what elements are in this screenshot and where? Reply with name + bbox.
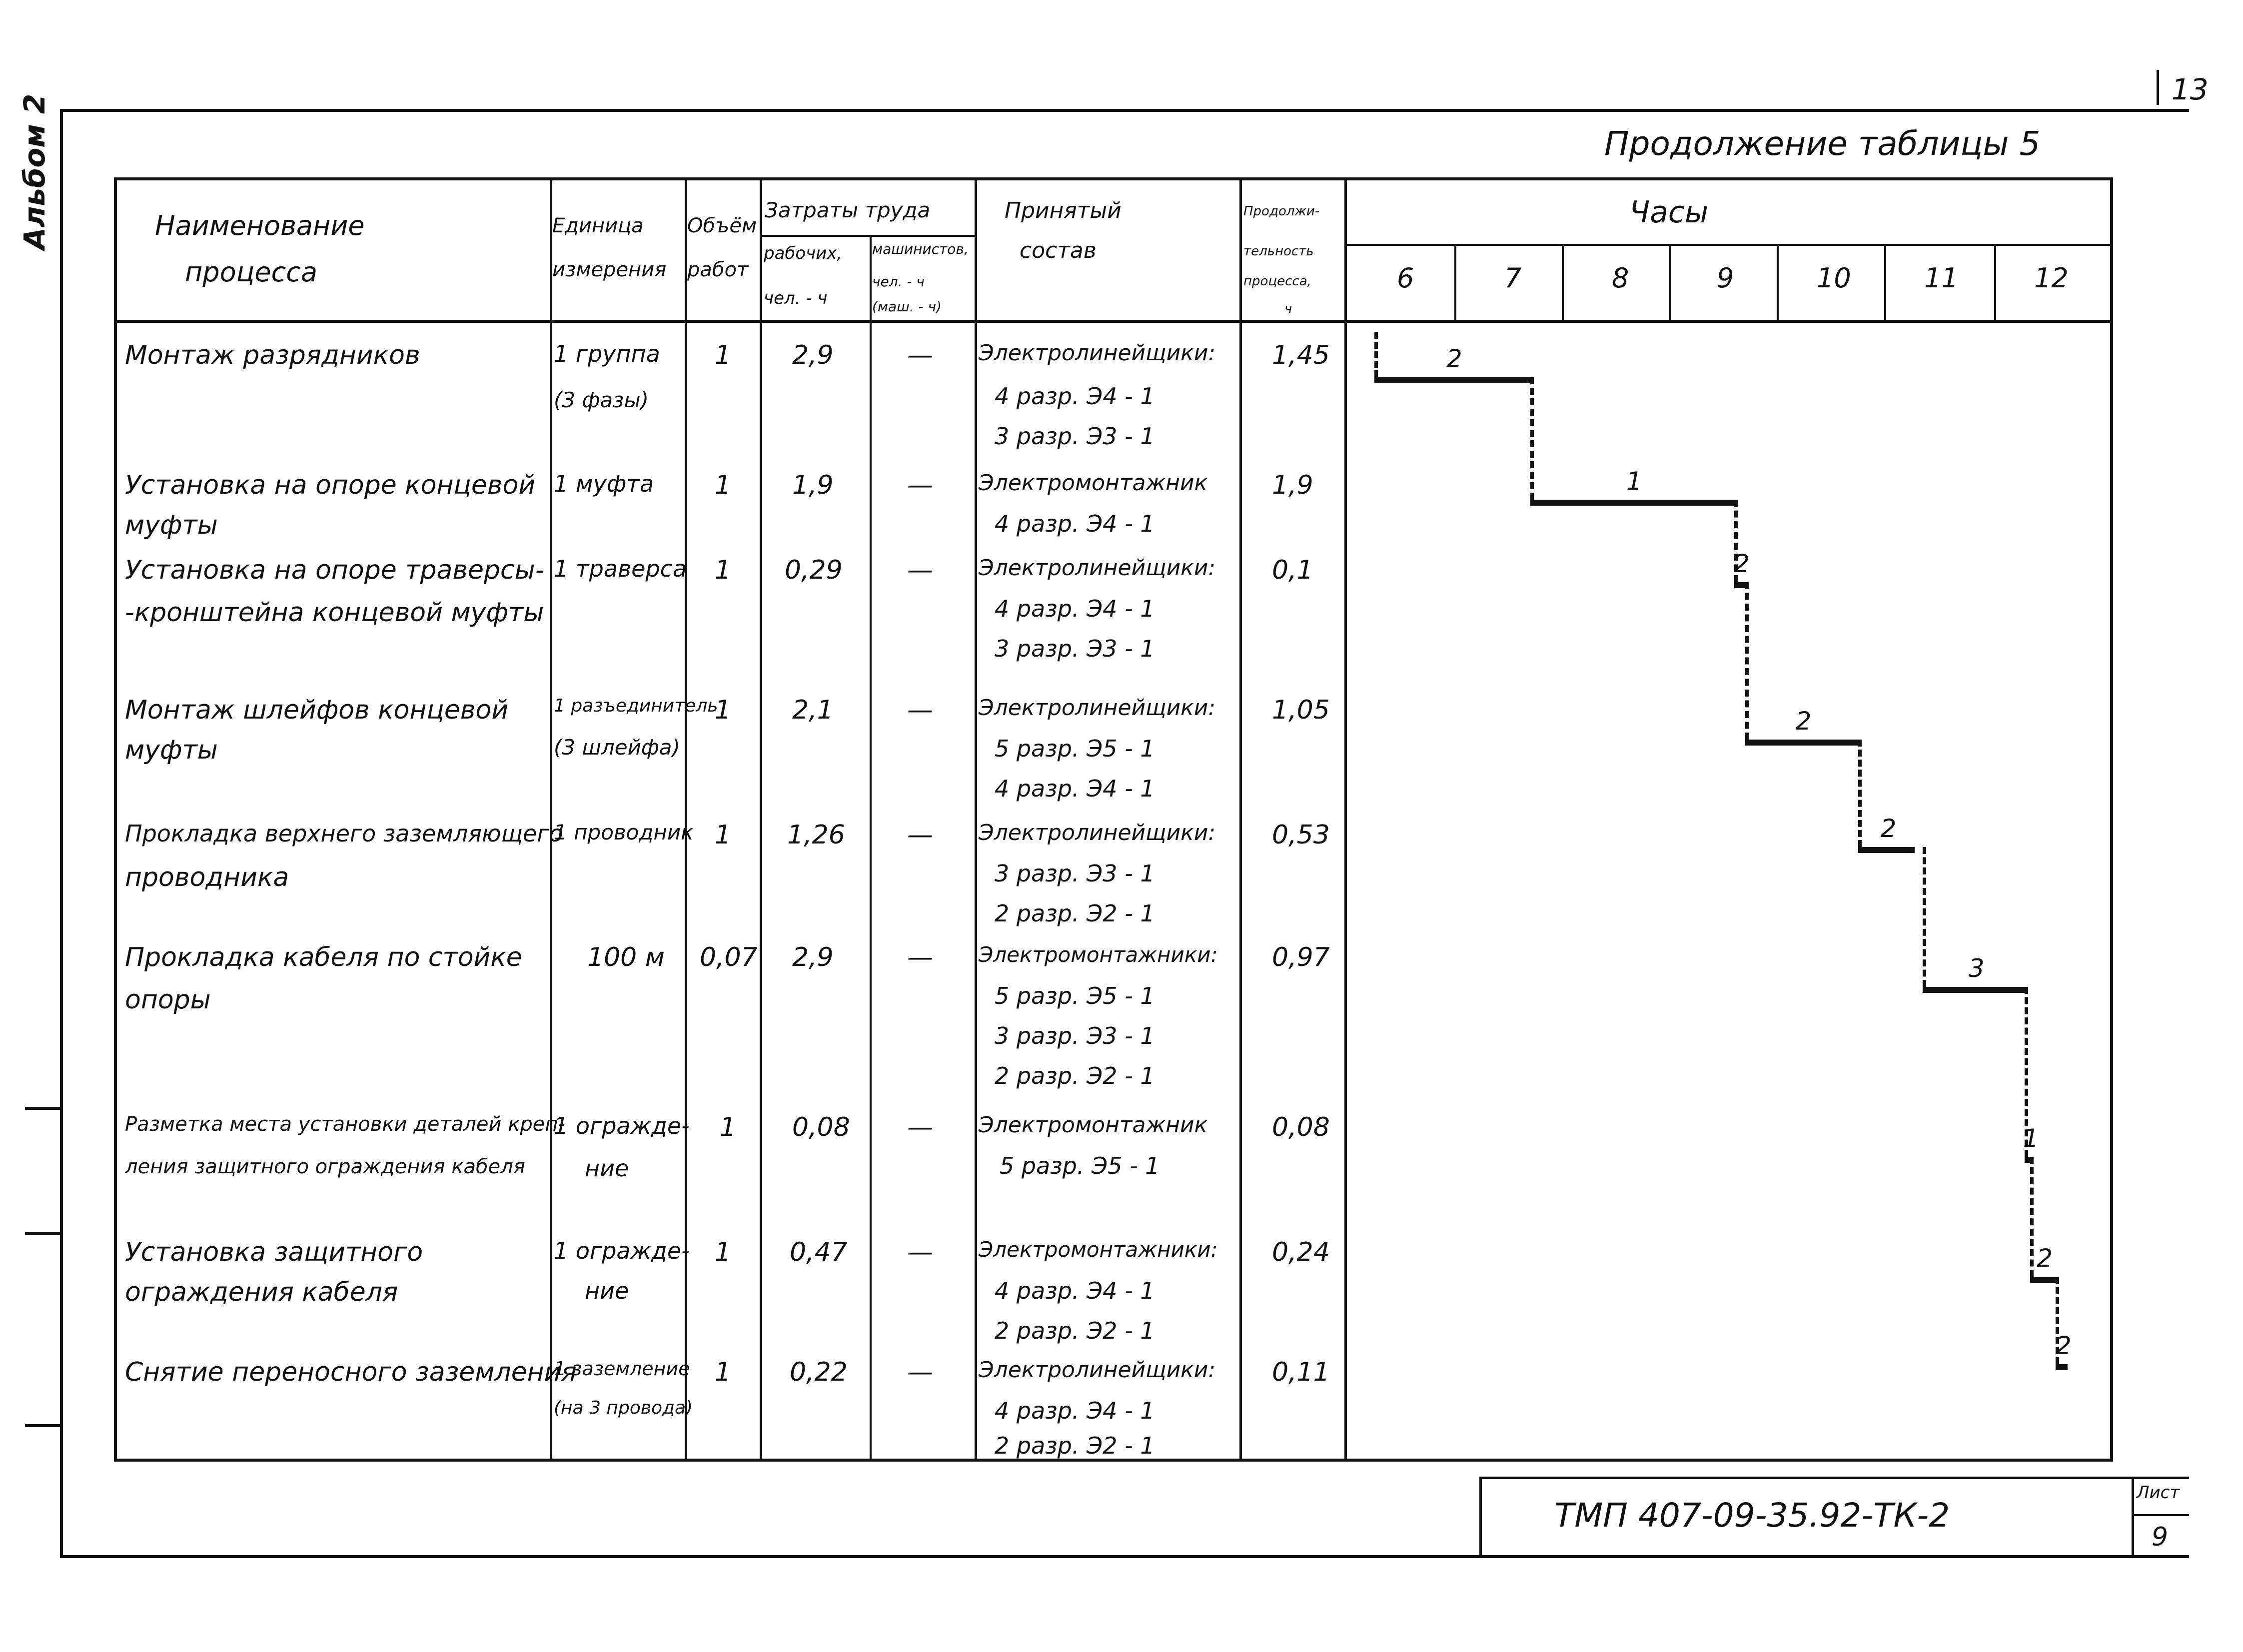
hour-sep	[1454, 245, 1456, 321]
header-crew: состав	[1020, 238, 1097, 263]
gantt-link	[2056, 1277, 2059, 1364]
row-name: Установка на опоре концевой	[125, 470, 536, 500]
sheet-box-divider	[2132, 1477, 2134, 1557]
header-hours-title: Часы	[1629, 195, 1709, 230]
row-name: Монтаж шлейфов концевой	[125, 695, 509, 725]
row-name: -кронштейна концевой муфты	[125, 598, 544, 628]
row-crew: 2 разр. Э2 - 1	[995, 1317, 1155, 1344]
row-name: проводника	[125, 862, 289, 892]
row-volume: 1	[715, 695, 732, 725]
col-sep	[760, 177, 762, 1462]
gantt-link	[1858, 740, 1862, 847]
header-rule	[114, 320, 2113, 323]
header-workers: рабочих,	[764, 243, 843, 263]
gantt-bar	[1923, 987, 2027, 993]
sheet-label: Лист	[2137, 1483, 2180, 1503]
col-sep	[550, 177, 552, 1462]
header-name: процесса	[185, 256, 318, 288]
row-duration: 0,53	[1272, 820, 1330, 850]
header-duration: тельность	[1243, 244, 1314, 259]
row-crew: 5 разр. Э5 - 1	[995, 735, 1155, 762]
header-crew: Принятый	[1005, 198, 1122, 223]
gantt-link	[1734, 500, 1738, 582]
hour-label: 6	[1397, 262, 1414, 294]
row-crew: 5 разр. Э5 - 1	[1000, 1152, 1160, 1179]
row-volume: 1	[715, 820, 732, 850]
page-number: 13	[2172, 72, 2209, 106]
gantt-bar	[2030, 1277, 2056, 1283]
row-name: ления защитного ограждения кабеля	[125, 1155, 525, 1178]
hour-label: 7	[1504, 262, 1522, 294]
row-machinists: —	[907, 1357, 933, 1387]
row-crew: 2 разр. Э2 - 1	[995, 900, 1155, 927]
row-crew: 4 разр. Э4 - 1	[995, 1397, 1155, 1424]
row-machinists: —	[907, 695, 933, 725]
row-unit: (3 шлейфа)	[554, 735, 680, 760]
row-crew: Электромонтажники:	[979, 942, 1218, 967]
frame-left	[60, 109, 63, 1558]
header-duration: процесса,	[1243, 274, 1311, 289]
header-name: Наименование	[155, 210, 365, 241]
row-volume: 1	[715, 340, 732, 370]
row-duration: 0,11	[1272, 1357, 1330, 1387]
gantt-crew-label: 3	[1968, 954, 1985, 983]
row-crew: Электролинейщики:	[979, 340, 1216, 366]
margin-tick	[25, 1107, 60, 1110]
row-duration: 1,45	[1272, 340, 1330, 370]
row-name: муфты	[125, 735, 218, 765]
row-unit: 1 муфта	[554, 470, 654, 497]
row-duration: 1,9	[1272, 470, 1313, 500]
row-crew: 4 разр. Э4 - 1	[995, 1277, 1155, 1304]
row-workers: 0,47	[790, 1237, 848, 1267]
header-duration: ч	[1284, 301, 1292, 316]
row-unit: 1 разъединитель	[554, 696, 718, 716]
row-volume: 1	[715, 1237, 732, 1267]
gantt-bar	[1734, 582, 1745, 588]
gantt-bar	[1858, 847, 1915, 853]
row-unit: 1 группа	[554, 340, 660, 367]
hour-label: 10	[1817, 262, 1851, 294]
hours-subheader-rule	[1344, 244, 2113, 246]
hour-sep	[1669, 245, 1671, 321]
row-unit: ние	[585, 1155, 629, 1182]
row-volume: 0,07	[700, 942, 758, 972]
row-machinists: —	[907, 555, 933, 585]
row-workers: 0,08	[792, 1112, 850, 1142]
row-name: опоры	[125, 985, 211, 1015]
row-unit: 1 заземление	[554, 1358, 690, 1380]
row-volume: 1	[720, 1112, 737, 1142]
gantt-link	[2025, 987, 2028, 1157]
row-unit: 1 огражде-	[554, 1112, 690, 1139]
row-machinists: —	[907, 942, 933, 972]
row-name: Установка защитного	[125, 1237, 423, 1267]
row-machinists: —	[907, 1237, 933, 1267]
album-label: Альбом 2	[17, 93, 51, 250]
row-name: Установка на опоре траверсы-	[125, 555, 545, 585]
hour-sep	[1884, 245, 1886, 321]
hour-label: 12	[2034, 262, 2069, 294]
header-unit: Единица	[552, 214, 644, 237]
col-sep	[1239, 177, 1242, 1462]
gantt-crew-label: 2	[2037, 1244, 2053, 1273]
doc-code: ТМП 407-09-35.92-ТК-2	[1554, 1496, 1950, 1535]
gantt-bar	[1374, 377, 1530, 383]
gantt-bar	[1530, 500, 1735, 506]
labor-subheader-rule	[760, 235, 975, 237]
sheet-box-rule	[2132, 1514, 2189, 1516]
row-duration: 0,1	[1272, 555, 1313, 585]
hour-sep	[1994, 245, 1996, 321]
row-workers: 2,9	[792, 942, 834, 972]
table-caption: Продолжение таблицы 5	[1604, 124, 2041, 163]
hour-label: 8	[1612, 262, 1629, 294]
row-duration: 0,08	[1272, 1112, 1330, 1142]
row-crew: 2 разр. Э2 - 1	[995, 1062, 1155, 1089]
row-crew: Электролинейщики:	[979, 820, 1216, 845]
gantt-crew-label: 1	[2023, 1124, 2039, 1153]
row-name: ограждения кабеля	[125, 1277, 398, 1307]
row-crew: Электромонтажник	[979, 1112, 1208, 1138]
row-crew: Электролинейщики:	[979, 555, 1216, 581]
row-crew: 5 разр. Э5 - 1	[995, 982, 1155, 1009]
row-workers: 1,9	[792, 470, 834, 500]
hour-label: 9	[1717, 262, 1734, 294]
row-volume: 1	[715, 555, 732, 585]
row-unit: (на 3 провода)	[554, 1398, 693, 1418]
header-workers: чел. - ч	[764, 288, 828, 308]
col-sep	[685, 177, 687, 1462]
col-sep	[1344, 177, 1347, 1462]
header-machinists: (маш. - ч)	[872, 298, 942, 315]
row-unit: (3 фазы)	[554, 388, 649, 412]
row-name: Прокладка кабеля по стойке	[125, 942, 522, 972]
row-machinists: —	[907, 470, 933, 500]
row-unit: 1 проводник	[554, 820, 694, 844]
row-name: Снятие переносного заземления	[125, 1357, 577, 1387]
gantt-crew-label: 2	[1795, 707, 1812, 736]
gantt-link	[1530, 377, 1534, 500]
hour-sep	[1562, 245, 1564, 321]
sheet-number: 9	[2152, 1522, 2169, 1552]
row-crew: 2 разр. Э2 - 1	[995, 1432, 1155, 1459]
header-machinists: чел. - ч	[872, 273, 925, 290]
row-name: Монтаж разрядников	[125, 340, 420, 370]
gantt-crew-label: 1	[1626, 467, 1642, 496]
header-volume: Объём	[687, 214, 757, 237]
gantt-bar	[1745, 740, 1858, 746]
header-volume: работ	[687, 258, 749, 281]
col-sep	[870, 235, 872, 1462]
row-name: муфты	[125, 510, 218, 540]
row-crew: 3 разр. Э3 - 1	[995, 423, 1155, 450]
gantt-crew-label: 2	[2055, 1331, 2072, 1360]
row-crew: 4 разр. Э4 - 1	[995, 510, 1155, 537]
row-machinists: —	[907, 820, 933, 850]
gantt-link	[2030, 1157, 2034, 1277]
row-crew: 3 разр. Э3 - 1	[995, 1022, 1155, 1049]
header-machinists: машинистов,	[872, 241, 969, 257]
row-crew: 4 разр. Э4 - 1	[995, 595, 1155, 622]
row-crew: Электролинейщики:	[979, 1357, 1216, 1383]
row-workers: 2,9	[792, 340, 834, 370]
header-labor: Затраты труда	[765, 198, 931, 222]
margin-tick	[25, 1424, 60, 1427]
row-workers: 0,22	[790, 1357, 848, 1387]
row-crew: Электромонтажник	[979, 470, 1208, 496]
col-sep	[975, 177, 977, 1462]
row-volume: 1	[715, 1357, 732, 1387]
margin-tick	[25, 1232, 60, 1235]
gantt-link	[1923, 847, 1926, 987]
row-crew: 4 разр. Э4 - 1	[995, 383, 1155, 410]
row-unit: 100 м	[587, 942, 665, 972]
row-unit: 1 огражде-	[554, 1237, 690, 1264]
gantt-crew-label: 2	[1446, 344, 1462, 373]
row-name: Прокладка верхнего заземляющего	[125, 820, 563, 847]
row-duration: 1,05	[1272, 695, 1330, 725]
gantt-crew-label: 2	[1734, 549, 1750, 578]
header-unit: измерения	[552, 258, 667, 281]
gantt-link	[1745, 582, 1749, 740]
row-unit: ние	[585, 1277, 629, 1304]
frame-top	[60, 109, 2189, 112]
header-duration: Продолжи-	[1243, 204, 1320, 219]
hour-sep	[1777, 245, 1779, 321]
page-number-divider	[2157, 70, 2159, 105]
gantt-crew-label: 2	[1880, 814, 1897, 843]
row-machinists: —	[907, 340, 933, 370]
hour-label: 11	[1924, 262, 1959, 294]
gantt-bar	[2056, 1364, 2068, 1370]
row-workers: 1,26	[787, 820, 845, 850]
row-name: Разметка места установки деталей креп-	[125, 1113, 565, 1136]
row-crew: 3 разр. Э3 - 1	[995, 860, 1155, 887]
row-unit: 1 траверса	[554, 555, 687, 582]
row-workers: 0,29	[785, 555, 843, 585]
row-machinists: —	[907, 1112, 933, 1142]
row-crew: Электромонтажники:	[979, 1237, 1218, 1262]
row-crew: 3 разр. Э3 - 1	[995, 635, 1155, 662]
row-duration: 0,97	[1272, 942, 1330, 972]
row-volume: 1	[715, 470, 732, 500]
row-duration: 0,24	[1272, 1237, 1330, 1267]
row-crew: Электролинейщики:	[979, 695, 1216, 721]
row-crew: 4 разр. Э4 - 1	[995, 775, 1155, 802]
row-workers: 2,1	[792, 695, 834, 725]
gantt-start-link	[1374, 332, 1378, 377]
